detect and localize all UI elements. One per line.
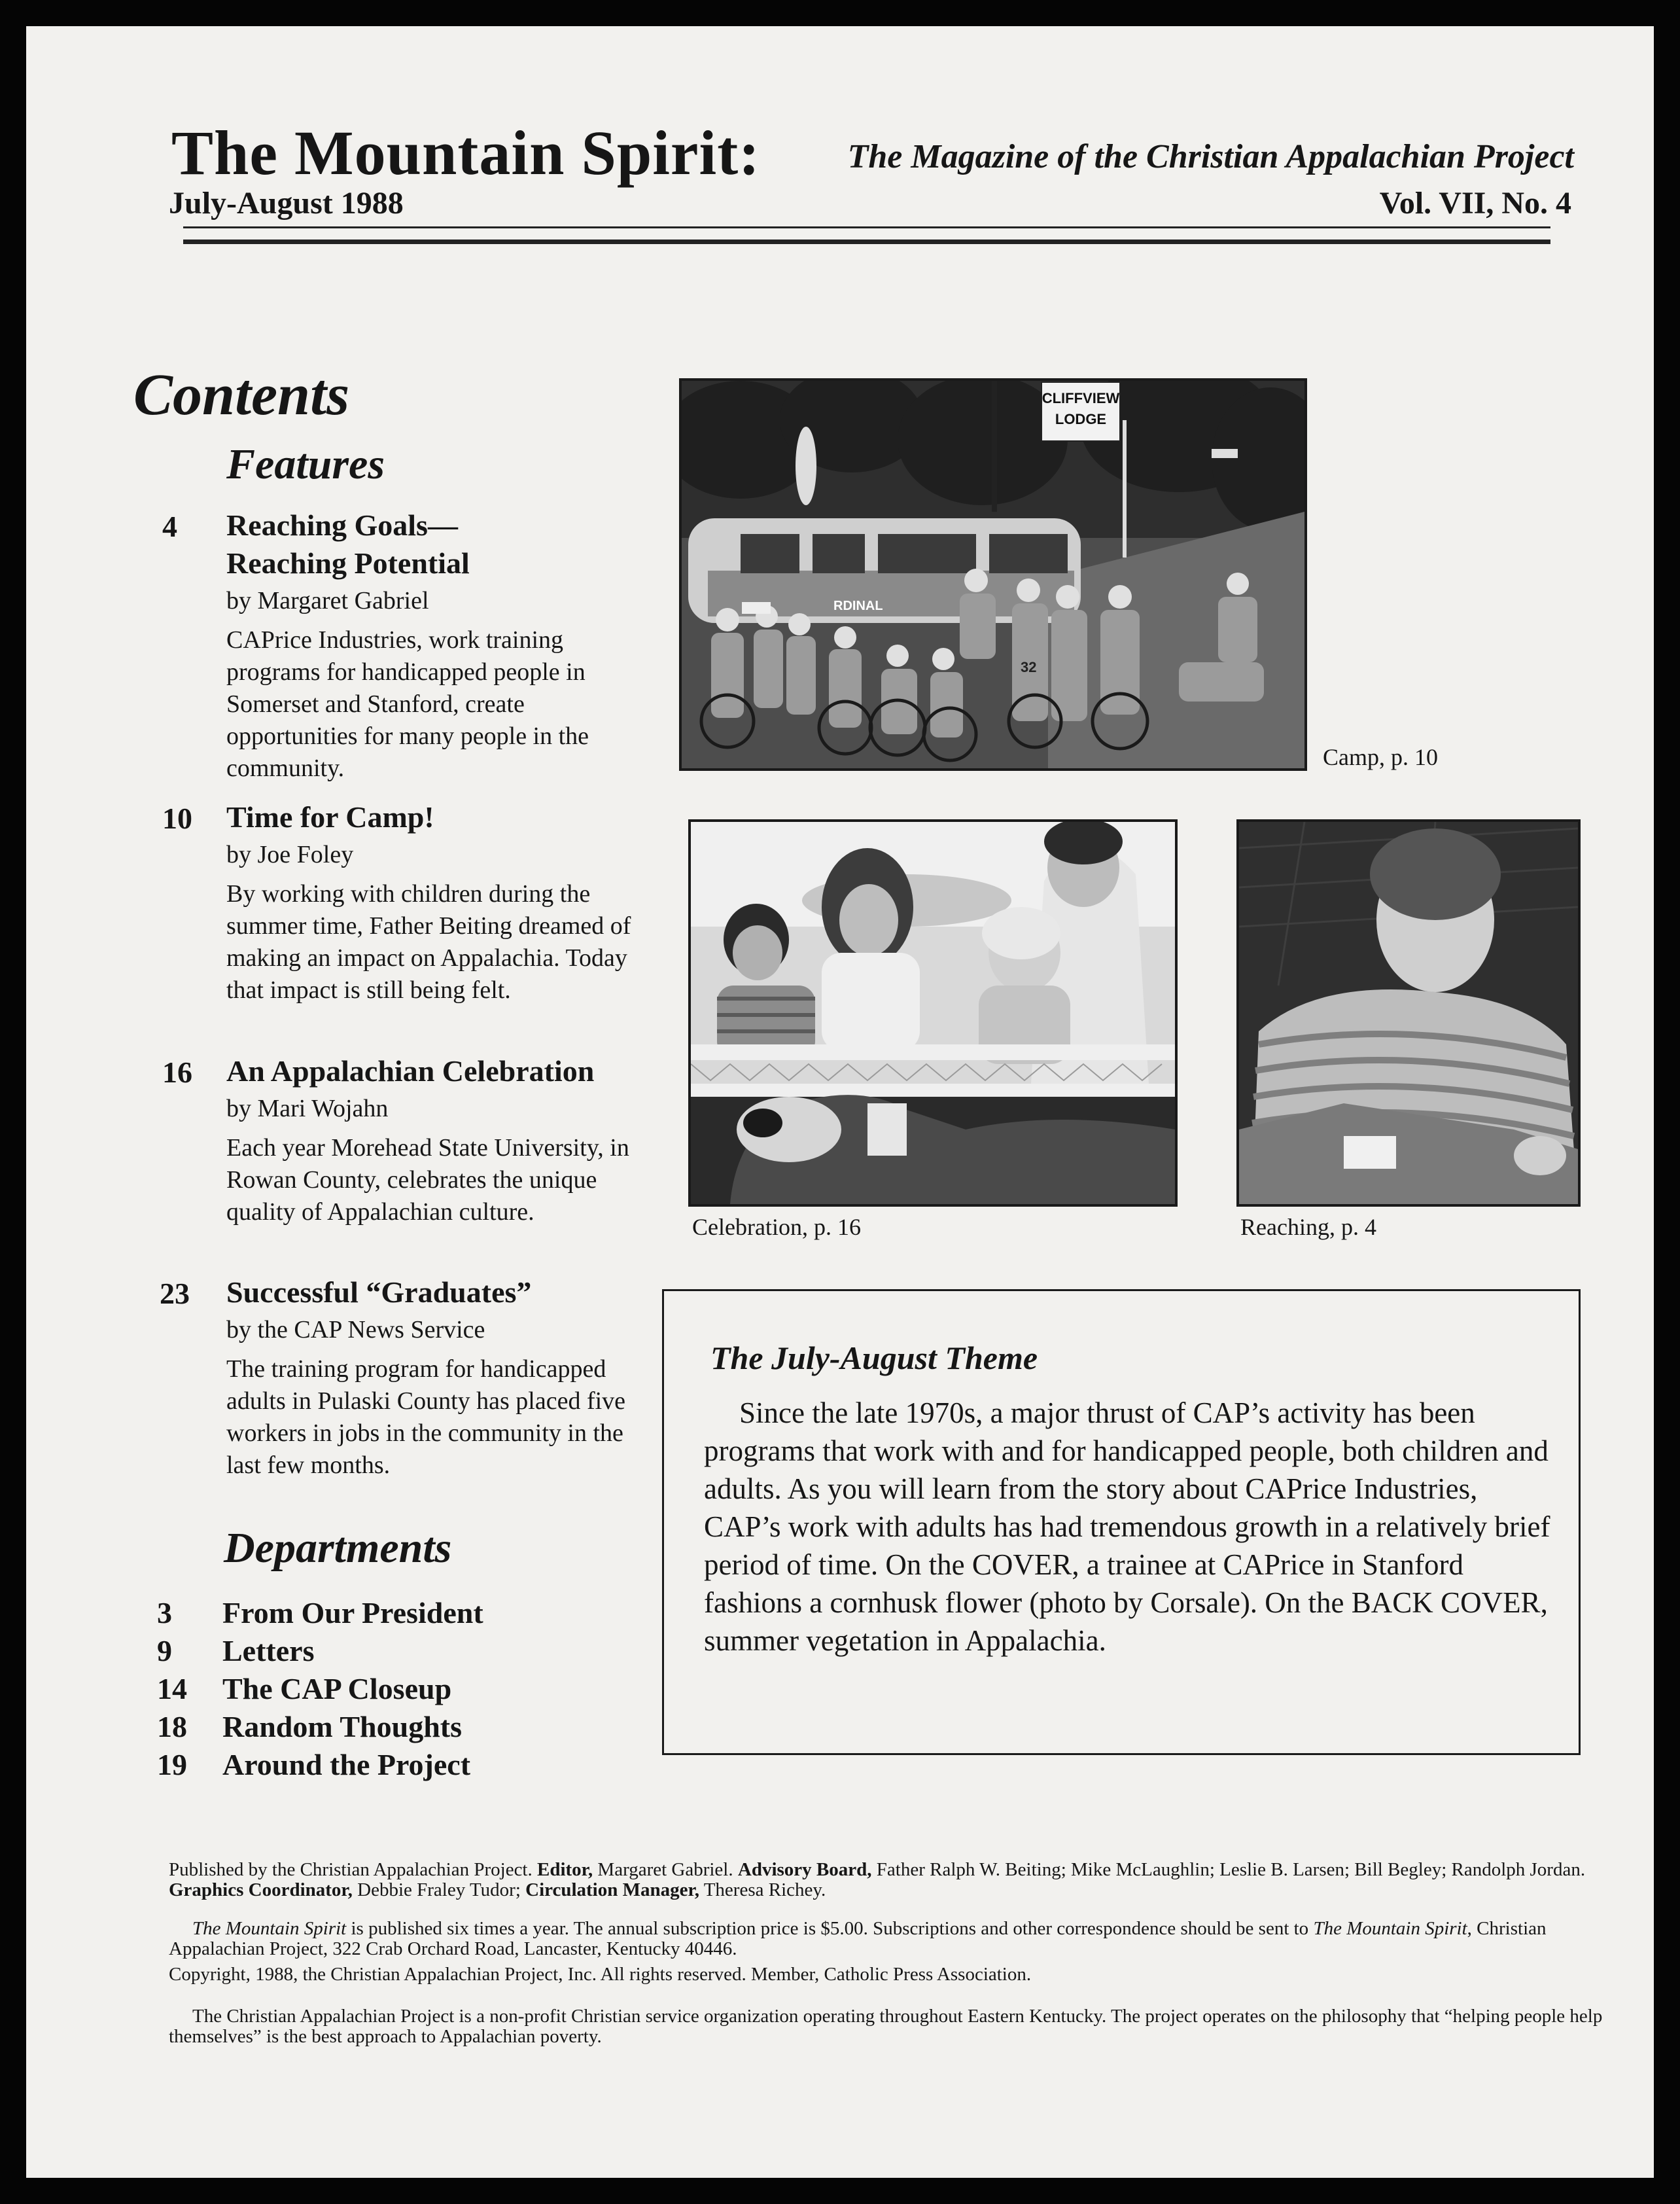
- department-page-number: 18: [157, 1710, 187, 1743]
- feature-page-number: 10: [162, 802, 192, 835]
- department-title[interactable]: From Our President: [222, 1596, 483, 1629]
- department-title[interactable]: Letters: [222, 1634, 315, 1667]
- camp-photo-image: [682, 381, 1304, 768]
- footer-text: is published six times a year. The annual subscription price is $5.00. Subscriptions and other correspondence should be sent to: [351, 1918, 1309, 1939]
- celebration-photo-image: [691, 822, 1175, 1204]
- feature-byline: by Mari Wojahn: [226, 1095, 389, 1122]
- department-title[interactable]: Around the Project: [222, 1748, 471, 1781]
- feature-title-line: Reaching Goals—: [226, 508, 458, 542]
- feature-page-number: 16: [162, 1056, 192, 1089]
- feature-title[interactable]: Successful “Graduates”: [226, 1275, 532, 1309]
- department-title[interactable]: Random Thoughts: [222, 1710, 463, 1743]
- feature-title[interactable]: Time for Camp!: [226, 800, 434, 834]
- footer-label: Editor,: [537, 1859, 593, 1880]
- feature-description: CAPrice Industries, work training programs for handicapped people in Somerset and Stanford, create opportunities for many people in the community.: [226, 626, 589, 782]
- department-title[interactable]: The CAP Closeup: [222, 1672, 452, 1705]
- department-page-number: 9: [157, 1634, 172, 1667]
- feature-description: Each year Morehead State University, in Rowan County, celebrates the unique quality of Appalachian culture.: [226, 1134, 629, 1226]
- celebration-caption: Celebration, p. 16: [692, 1214, 861, 1240]
- footer-text: Published by the Christian Appalachian Project.: [169, 1859, 533, 1880]
- features-heading: Features: [226, 440, 385, 488]
- theme-body: Since the late 1970s, a major thrust of CAP’s activity has been programs that work with and for handicapped people, both children and adults. As you will learn from the story about CAPrice Industries, CAP’s work with adults has had tremendous growth in a relatively brief period of time. On the COVER, a trainee at CAPrice in Stanford fashions a cornhusk flower (photo by Corsale). On the BACK COVER, summer vegetation in Appalachia.: [704, 1396, 1550, 1657]
- feature-description: By working with children during the summer time, Father Beiting dreamed of making an impact on Appalachia. Today that impact is still being felt.: [226, 880, 631, 1004]
- departments-heading: Departments: [224, 1524, 452, 1572]
- feature-byline: by Margaret Gabriel: [226, 587, 429, 614]
- feature-page-number: 23: [160, 1277, 190, 1310]
- magazine-title: The Mountain Spirit:: [171, 118, 761, 188]
- department-page-number: 3: [157, 1596, 172, 1629]
- divider: [183, 240, 1550, 244]
- feature-byline: by Joe Foley: [226, 841, 354, 868]
- magazine-tagline: The Magazine of the Christian Appalachian Project: [847, 138, 1574, 175]
- footer-text: , Christian Appalachian Project, 322 Crab Orchard Road, Lancaster, Kentucky 40446.: [169, 1918, 1547, 1959]
- feature-title[interactable]: [226, 507, 697, 582]
- magazine-page: [26, 26, 1654, 2178]
- footer-italic: The Mountain Spirit: [192, 1918, 347, 1939]
- contents-heading: Contents: [133, 363, 350, 427]
- feature-title-line: Reaching Potential: [226, 546, 470, 580]
- footer-text: Debbie Fraley Tudor;: [357, 1879, 521, 1900]
- footer-label: Circulation Manager,: [525, 1879, 699, 1900]
- shirt-number: 32: [1021, 659, 1037, 675]
- feature-page-number: 4: [162, 510, 177, 543]
- footer-text: Margaret Gabriel.: [597, 1859, 733, 1880]
- celebration-photo: [688, 819, 1178, 1207]
- footer-text: Theresa Richey.: [703, 1879, 826, 1900]
- subscription-info: [169, 1919, 1615, 1959]
- feature-title[interactable]: An Appalachian Celebration: [226, 1054, 595, 1088]
- volume-number: Vol. VII, No. 4: [1379, 186, 1571, 221]
- camp-photo: [679, 378, 1307, 771]
- department-page-number: 14: [157, 1672, 187, 1705]
- camp-caption: Camp, p. 10: [1323, 744, 1438, 770]
- footer-text: Father Ralph W. Beiting; Mike McLaughlin; Leslie B. Larsen; Bill Begley; Randolph Jordan.: [876, 1859, 1586, 1880]
- sign-line1: CLIFFVIEW: [1041, 390, 1120, 406]
- publisher-credits: [169, 1860, 1615, 1900]
- issue-date: July-August 1988: [169, 186, 404, 221]
- reaching-photo-image: [1239, 822, 1578, 1204]
- footer-label: Graphics Coordinator,: [169, 1879, 353, 1900]
- feature-description: The training program for handicapped adults in Pulaski County has placed five workers in jobs in the community in the last few months.: [226, 1355, 626, 1479]
- footer-italic: The Mountain Spirit: [1313, 1918, 1467, 1939]
- divider: [183, 226, 1550, 228]
- department-page-number: 19: [157, 1748, 187, 1781]
- sign-line2: LODGE: [1055, 411, 1107, 427]
- feature-byline: by the CAP News Service: [226, 1316, 485, 1343]
- van-text: RDINAL: [833, 599, 883, 613]
- mission-statement: The Christian Appalachian Project is a non-profit Christian service organization operating throughout Eastern Kentucky. The project operates on the philosophy that “helping people help themselves” is the best approach to Appalachian poverty.: [169, 2006, 1603, 2047]
- reaching-photo: [1236, 819, 1581, 1207]
- copyright: Copyright, 1988, the Christian Appalachian Project, Inc. All rights reserved. Member, Catholic Press Association.: [169, 1964, 1032, 1985]
- reaching-caption: Reaching, p. 4: [1240, 1214, 1376, 1240]
- footer-label: Advisory Board,: [737, 1859, 872, 1880]
- theme-heading: The July-August Theme: [710, 1340, 1038, 1376]
